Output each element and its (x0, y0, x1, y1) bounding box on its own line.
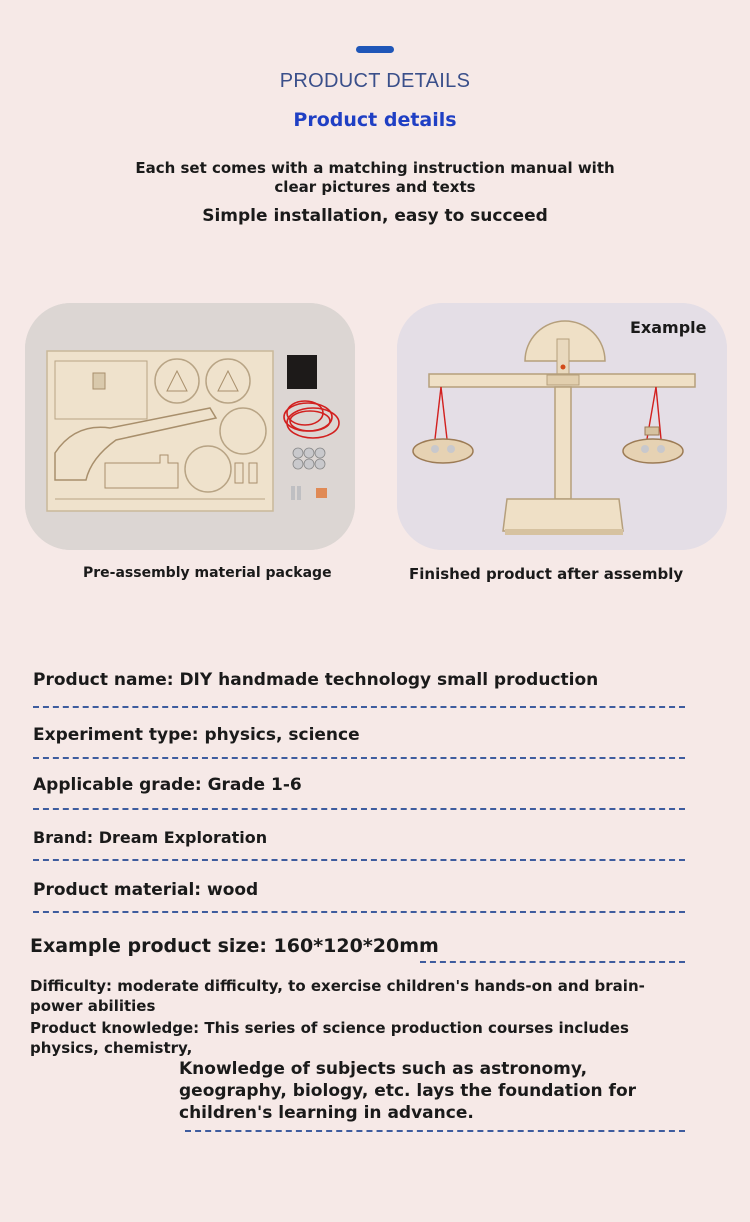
divider (33, 757, 685, 759)
spec-applicable-grade: Applicable grade: Grade 1-6 (33, 775, 302, 795)
spec-material: Product material: wood (33, 880, 259, 900)
section-title-english: PRODUCT DETAILS (279, 70, 471, 92)
finished-product-image (397, 303, 727, 550)
material-package-caption: Pre-assembly material package (83, 565, 332, 581)
spec-difficulty: Difficulty: moderate difficulty, to exercise children's hands-on and brain-power abilities (30, 977, 645, 1015)
spec-product-name: Product name: DIY handmade technology small production (33, 670, 599, 690)
divider (33, 706, 685, 708)
spec-knowledge-continued: Knowledge of subjects such as astronomy, geography, biology, etc. lays the foundation for children's learning in advance. (179, 1059, 637, 1123)
material-package-image (25, 303, 355, 550)
divider (420, 961, 685, 963)
spec-experiment-type: Experiment type: physics, science (33, 725, 360, 745)
accent-bar (356, 46, 394, 53)
section-title: Product details (293, 109, 457, 131)
spec-knowledge: Product knowledge: This series of science production courses includes physics, chemistry, (30, 1019, 629, 1057)
divider (185, 1130, 685, 1132)
divider (33, 859, 685, 861)
intro-text-installation: Simple installation, easy to succeed (202, 206, 548, 226)
spec-brand: Brand: Dream Exploration (33, 828, 268, 847)
divider (33, 911, 685, 913)
intro-text-manual: Each set comes with a matching instruction manual with clear pictures and texts (135, 159, 615, 196)
example-tag: Example (630, 318, 707, 337)
divider (33, 808, 685, 810)
finished-product-caption: Finished product after assembly (409, 565, 684, 583)
spec-size: Example product size: 160*120*20mm (30, 935, 439, 957)
